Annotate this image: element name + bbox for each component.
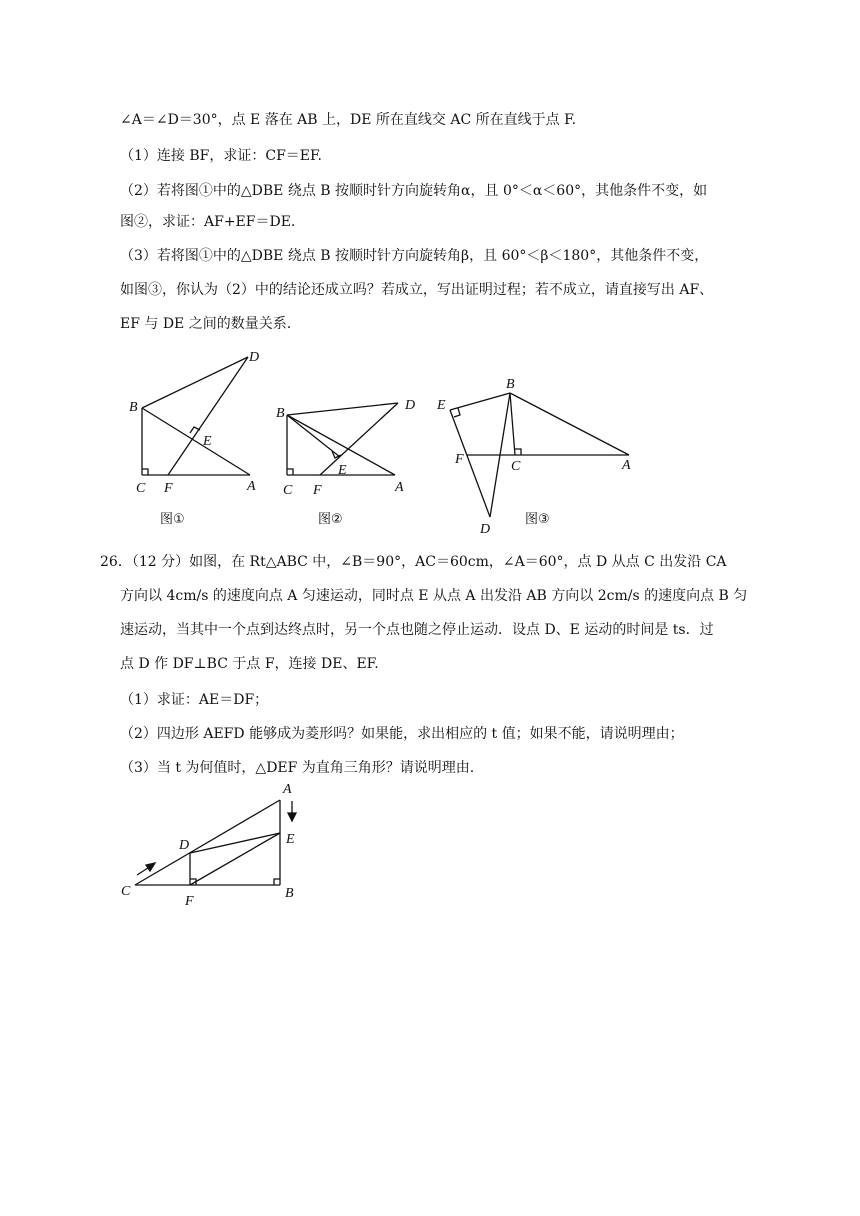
fig1-label-b: B [129,400,138,415]
fig3-right-angle-c [515,449,521,455]
figure-2 [276,398,415,527]
p25-line1: ∠A＝∠D＝30°，点 E 落在 AB 上，DE 所在直线交 AC 所在直线于点 F. [120,112,577,128]
fig2-segment-df [320,403,398,475]
fig2-label-c: C [283,483,293,498]
fig2-segment-bd [287,403,398,415]
fig1-label-e: E [203,434,212,449]
p26-q3: （3）当 t 为何值时，△DEF 为直角三角形？请说明理由. [120,760,475,776]
fig1-label-f: F [164,481,173,496]
fig2-caption: 图② [318,512,343,527]
fig1-segment-ba [142,408,250,475]
fig1-segment-df [168,357,248,475]
fig2-label-d: D [405,398,416,413]
figure-1 [129,350,259,527]
fig2-segment-be [287,415,340,457]
p26-label-d: D [179,838,190,853]
fig2-label-a: A [395,480,404,495]
p25-q2-b: 图②，求证：AF+EF＝DE. [120,214,296,230]
p26-q2: （2）四边形 AEFD 能够成为菱形吗？如果能，求出相应的 t 值；如果不能，请说明理由； [120,726,684,742]
p26-arrow-e-head [288,813,296,821]
p25-q2-a: （2）若将图①中的△DBE 绕点 B 按顺时针方向旋转角α，且 0°＜α＜60°，其他条件不变，如 [120,183,708,199]
p26-figure [115,775,315,910]
p26-right-angle-b [274,879,280,885]
p26-line4: 点 D 作 DF⊥BC 于点 F，连接 DE、EF. [120,656,379,672]
fig3-segment-ba [510,393,629,455]
p26-segment-ca [135,800,280,885]
p26-label-a: A [283,782,292,797]
p25-figures [120,345,640,535]
p26-segment-ef [190,833,280,885]
figure-3 [436,377,631,535]
p26-label-f: F [185,894,194,909]
p26-line2: 方向以 4cm/s 的速度向点 A 匀速运动，同时点 E 从点 A 出发沿 AB 方向以 2cm/s 的速度向点 B 匀 [120,588,748,604]
fig3-label-e: E [437,398,446,413]
p26-segment-de [190,833,280,853]
fig3-caption: 图③ [525,512,550,527]
fig2-label-b: B [276,406,285,421]
p25-q1: （1）连接 BF，求证：CF＝EF. [120,148,322,164]
fig1-label-d: D [249,350,260,365]
fig1-right-angle-c [142,469,148,475]
p26-label-c: C [121,884,131,899]
p26-label-b: B [285,886,294,901]
fig3-label-a: A [622,458,631,473]
fig1-segment-bd [142,357,248,408]
fig2-label-f: F [313,483,322,498]
fig1-label-c: C [136,481,146,496]
p26-line3: 速运动，当其中一个点到达终点时，另一个点也随之停止运动．设点 D、E 运动的时间是 ts．过 [120,622,714,638]
p25-q3-b: 如图③，你认为（2）中的结论还成立吗？若成立，写出证明过程；若不成立，请直接写出 AF、 [120,282,714,298]
p26-arrow-d-head [146,863,155,871]
fig1-label-a: A [247,479,256,494]
fig2-right-angle-c [287,469,293,475]
fig3-label-c: C [511,459,521,474]
fig1-caption: 图① [160,512,185,527]
p25-q3-c: EF 与 DE 之间的数量关系. [120,316,292,332]
fig3-label-f: F [455,452,464,467]
p26-label-e: E [286,832,295,847]
p26-q1: （1）求证：AE＝DF； [120,692,269,708]
fig3-label-b: B [506,377,515,392]
fig3-label-d: D [480,522,491,535]
p25-q3-a: （3）若将图①中的△DBE 绕点 B 按顺时针方向旋转角β，且 60°＜β＜180°，其他条件不变， [120,248,709,264]
fig3-right-angle-e [454,408,460,417]
fig3-segment-bc [510,393,515,455]
fig3-segment-eb [450,393,510,410]
p26-line1: 26．（12 分）如图，在 Rt△ABC 中，∠B＝90°，AC＝60cm，∠A＝60°，点 D 从点 C 出发沿 CA [100,554,727,570]
fig2-label-e: E [338,463,347,478]
